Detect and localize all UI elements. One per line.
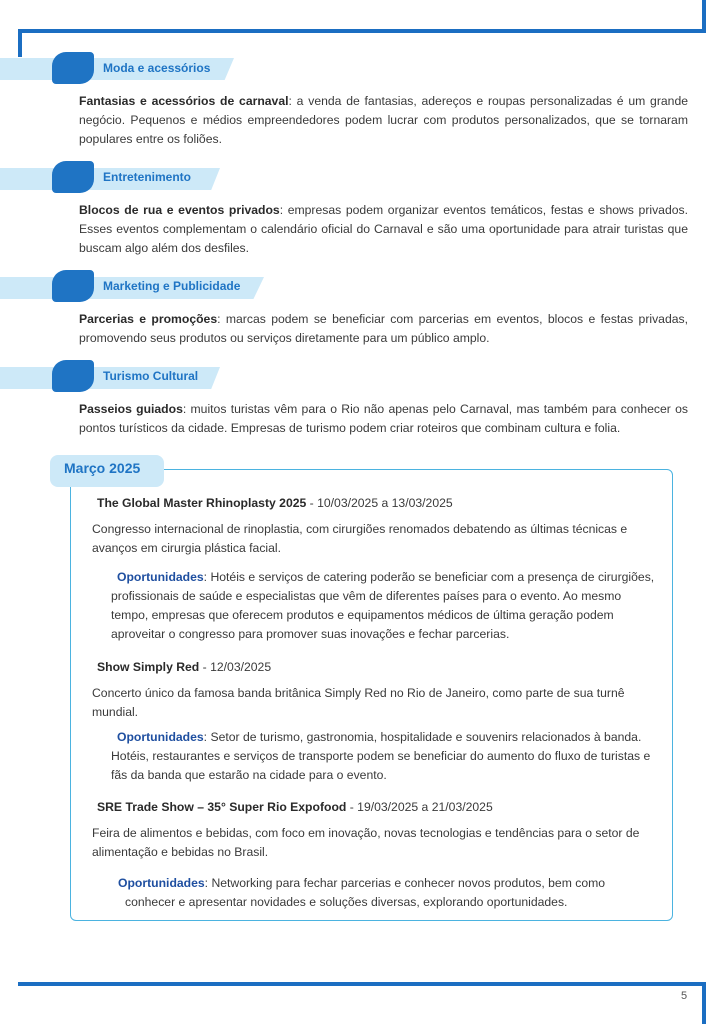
section-lead: Fantasias e acessórios de carnaval [79,94,289,108]
section-title: Moda e acessórios [103,61,211,75]
event-description: Feira de alimentos e bebidas, com foco em inovação, novas tecnologias e tendências para o setor de alimentação e bebidas no Brasil. [92,826,640,859]
section-header-shape [52,270,94,302]
event-description: Concerto único da famosa banda britânica Simply Red no Rio de Janeiro, como parte de sua turnê mundial. [92,686,625,719]
section-paragraph: Blocos de rua e eventos privados: empresas podem organizar eventos temáticos, festas e shows privados. Esses eventos complementam o calendário oficial do Carnaval e são uma oportunidade para atrair turistas que buscam algo além dos desfiles. [79,203,688,255]
section-title: Turismo Cultural [103,369,199,383]
event-description: Congresso internacional de rinoplastia, com cirurgiões renomados debatendo as últimas técnicas e avanços em cirurgia plástica facial. [92,522,628,555]
section-title: Entretenimento [103,170,192,184]
section-lead: Passeios guiados [79,402,183,416]
bottom-frame-corner-right [702,982,706,1024]
event-opportunities: Oportunidades: Networking para fechar parcerias e conhecer novos produtos, bem como conhecer e apresentar novidades e soluções diversas, explorando oportunidades. [118,876,606,909]
section-paragraph: Parcerias e promoções: marcas podem se beneficiar com parcerias em eventos, blocos e festas privadas, promovendo seus produtos ou serviços diretamente para um público amplo. [79,312,688,345]
section-header-shape [52,360,94,392]
event-opportunities: Oportunidades: Hotéis e serviços de catering poderão se beneficiar com a presença de cirurgiões, profissionais de saúde e especialistas que vêm de diferentes países para o evento. Ao mesmo tempo, empresas que oferecem produtos e equipamentos médicos de última geração podem aproveitar o congresso para promover suas inovações e fechar parcerias. [111,570,655,641]
event-heading: The Global Master Rhinoplasty 2025 - 10/03/2025 a 13/03/2025 [97,496,453,510]
section-title: Marketing e Publicidade [103,279,241,293]
page-number: 5 [681,990,688,1002]
top-frame-corner-left [18,29,22,57]
march-title: Março 2025 [64,460,141,476]
section-lead: Parcerias e promoções [79,312,218,326]
bottom-frame-line [18,982,706,986]
top-frame-line [18,29,706,33]
section-header-shape [52,52,94,84]
event-opportunities: Oportunidades: Setor de turismo, gastronomia, hospitalidade e souvenirs relacionados à banda. Hotéis, restaurantes e serviços de transporte podem se beneficiar do aumento do fluxo de turistas e fãs da banda que estarão na cidade para o evento. [111,730,651,782]
event-heading: Show Simply Red - 12/03/2025 [97,660,272,674]
top-frame-corner-right [702,0,706,33]
section-paragraph: Fantasias e acessórios de carnaval: a venda de fantasias, adereços e roupas personalizadas é um grande negócio. Pequenos e médios empreendedores podem lucrar com produtos personalizados, que se tornaram populares entre os foliões. [79,94,688,146]
section-header-shape [52,161,94,193]
section-lead: Blocos de rua e eventos privados [79,203,280,217]
event-heading: SRE Trade Show – 35° Super Rio Expofood - 19/03/2025 a 21/03/2025 [97,800,493,814]
section-paragraph: Passeios guiados: muitos turistas vêm para o Rio não apenas pelo Carnaval, mas também para conhecer os pontos turísticos da cidade. Empresas de turismo podem criar roteiros que combinam cultura e folia. [79,402,688,435]
